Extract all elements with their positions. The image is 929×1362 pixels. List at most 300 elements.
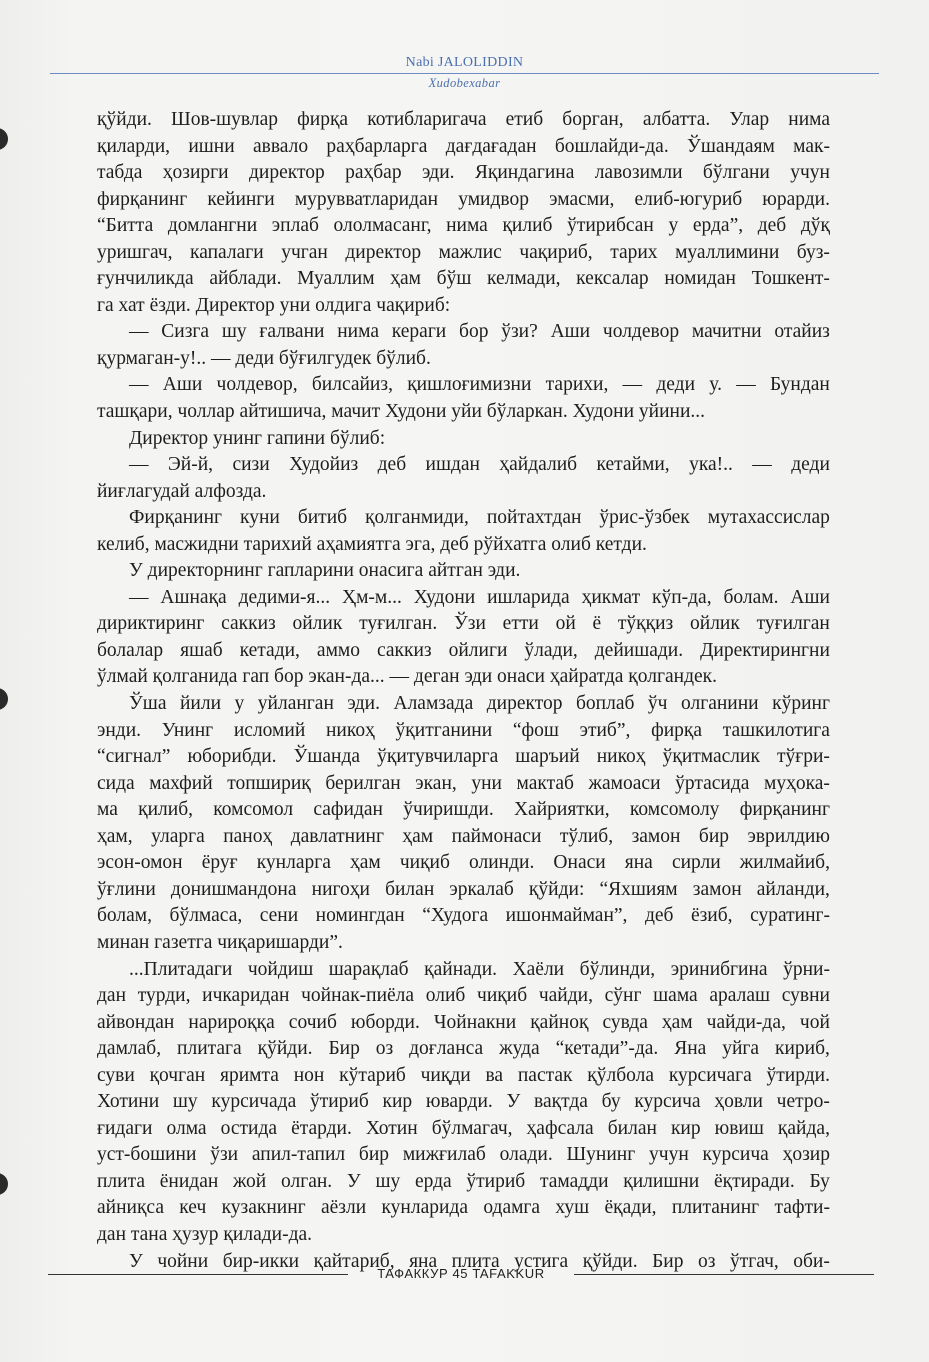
word: ой xyxy=(555,613,576,635)
word: саккиз xyxy=(377,639,432,661)
word: ойлик xyxy=(292,613,343,635)
text-line xyxy=(97,1222,830,1249)
word: — xyxy=(752,454,772,476)
word: чой xyxy=(799,1011,830,1033)
word: ёқади, xyxy=(604,1197,657,1219)
word: Чойнакни xyxy=(433,1011,517,1033)
word: аввало xyxy=(252,135,309,157)
word: Фирқанинг xyxy=(129,507,223,529)
word: нима xyxy=(337,321,379,343)
word: Ашнақа xyxy=(160,586,227,608)
word: исломий xyxy=(233,719,306,741)
footer xyxy=(48,1264,874,1284)
word: Бундан xyxy=(769,374,830,396)
word: Аши xyxy=(550,321,591,343)
word: у xyxy=(668,215,679,237)
word: уларга xyxy=(151,825,205,847)
word: ёқтиради. xyxy=(713,1170,795,1192)
text-line xyxy=(97,134,830,161)
word: ҳам xyxy=(390,268,421,290)
text-line xyxy=(97,240,830,267)
word: устига xyxy=(514,1250,569,1272)
word: табда xyxy=(97,162,143,184)
word: бир xyxy=(358,1144,390,1166)
word: нима xyxy=(446,215,488,237)
text-line xyxy=(97,372,830,399)
text-line xyxy=(97,638,830,665)
word: ёруғ xyxy=(201,852,238,874)
word: чайди-да, xyxy=(706,1011,786,1033)
word: мак- xyxy=(793,135,830,157)
word: у. xyxy=(709,374,722,396)
text-line xyxy=(97,1036,830,1063)
word: Онаси xyxy=(553,852,606,874)
word: тўлиб, xyxy=(559,825,614,847)
word: дамлаб, xyxy=(97,1038,162,1060)
word: олган. xyxy=(280,1170,333,1192)
word: чолдевор, xyxy=(216,374,298,396)
text-line xyxy=(97,1010,830,1037)
word: хуш xyxy=(555,1197,590,1219)
word: Хотин xyxy=(365,1117,418,1139)
word: қўйди: xyxy=(528,878,585,900)
text-line xyxy=(97,426,830,453)
word: турди, xyxy=(137,985,191,1007)
word: деб xyxy=(757,215,787,237)
word: дўқ xyxy=(800,215,830,237)
word: Худони xyxy=(413,586,476,608)
word: Ўшандаям xyxy=(687,135,775,157)
word: Хайриятки, xyxy=(513,799,610,821)
word: жамоаси xyxy=(588,772,661,794)
word: паймонаси xyxy=(451,825,542,847)
word: номингдан xyxy=(315,905,405,927)
text-line xyxy=(97,691,830,718)
word: ўқитганини xyxy=(395,719,493,741)
word: Бир xyxy=(652,1250,684,1272)
word: остида xyxy=(220,1117,278,1139)
word: олиб xyxy=(425,985,466,1007)
word: у xyxy=(234,693,245,715)
word: учган xyxy=(281,241,328,263)
word: бир xyxy=(698,825,730,847)
word: ичкаридан xyxy=(202,985,290,1007)
word: ўқитмаслик xyxy=(662,746,760,768)
word: ташкилотига xyxy=(722,719,830,741)
word: билан xyxy=(385,878,435,900)
word: курсича xyxy=(634,1091,701,1113)
word: шарақлаб xyxy=(328,958,409,980)
word: ўқитувчиларга xyxy=(377,746,499,768)
word: чойнак-пиёла xyxy=(301,985,415,1007)
text-line xyxy=(97,850,830,877)
word: тўғри- xyxy=(776,746,830,768)
word: давлатнинг xyxy=(290,825,384,847)
text-line xyxy=(97,744,830,771)
word: куни xyxy=(240,507,280,529)
word: — xyxy=(129,374,149,396)
text-line xyxy=(97,1063,830,1090)
word: ҳам xyxy=(402,825,434,847)
word: сизи xyxy=(232,454,270,476)
word: “сигнал” xyxy=(97,746,171,768)
word: ё xyxy=(592,613,602,635)
word: юрарди. xyxy=(762,188,830,210)
word: кеч xyxy=(179,1197,207,1219)
header-author: Nabi JALOLIDDIN xyxy=(405,55,524,70)
word: фирқа xyxy=(297,109,349,130)
word: эди. xyxy=(347,693,380,715)
text-line-content: йиғлагудай алфозда. xyxy=(97,480,267,502)
word: — xyxy=(129,586,149,608)
word: сувни xyxy=(781,985,830,1007)
word: қўйди. xyxy=(97,109,152,130)
word: кейинги xyxy=(207,188,275,210)
word: энди. xyxy=(97,719,142,741)
word: уни xyxy=(471,772,502,794)
word: капалаги xyxy=(190,241,264,263)
word: апил-тапил xyxy=(251,1144,346,1166)
word: ғунчиликда xyxy=(97,268,194,290)
word: учун xyxy=(790,162,830,184)
word: қиларди, xyxy=(97,135,171,157)
text-line xyxy=(97,611,830,638)
word: Бир xyxy=(328,1038,360,1060)
word: етиб xyxy=(505,109,544,130)
word: никоҳ xyxy=(596,746,646,768)
word: эди. xyxy=(421,162,455,184)
word: айланди, xyxy=(756,878,830,900)
word: доғланса xyxy=(409,1038,484,1060)
word: бошлайди-да. xyxy=(554,135,669,157)
word: албатта. xyxy=(642,109,711,130)
word: муаллимини xyxy=(675,241,780,263)
word: Хаёли xyxy=(512,958,565,980)
word: Аламзада xyxy=(393,693,474,715)
word: тарихи, xyxy=(545,374,609,396)
word: саккиз xyxy=(221,613,276,635)
word: туғилган xyxy=(756,613,830,635)
word: махфий xyxy=(149,772,213,794)
word: чиқди xyxy=(420,1064,471,1086)
word: номидан xyxy=(664,268,736,290)
text-line xyxy=(97,824,830,851)
header-story-title: Xudobexabar xyxy=(428,76,501,90)
word: “Яхшиям xyxy=(599,878,678,900)
word: кунларга xyxy=(256,852,331,874)
word: дейишади. xyxy=(594,639,684,661)
word: олганини xyxy=(680,693,759,715)
word: бўш xyxy=(436,268,472,290)
text-line xyxy=(97,107,830,134)
word: ва xyxy=(485,1064,504,1086)
word: шу xyxy=(375,1170,401,1192)
word: ҳозир xyxy=(782,1144,830,1166)
word: лавозимли xyxy=(594,162,683,184)
word: чайди, xyxy=(538,985,593,1007)
text-line-content: қурмаган-у!.. — деди бўғилгудек бўлиб. xyxy=(97,347,431,369)
word: кўринг xyxy=(772,693,830,715)
word: бўлмагач, xyxy=(431,1117,513,1139)
word: мактаб xyxy=(516,772,574,794)
text-line xyxy=(97,160,830,187)
word: эсон-омон xyxy=(97,852,183,874)
word: уст-бошини xyxy=(97,1144,197,1166)
word: сувда xyxy=(602,1011,648,1033)
word: раҳбар xyxy=(345,162,402,184)
word: буз- xyxy=(796,241,830,263)
text-line xyxy=(97,930,830,957)
word: кўтариб xyxy=(339,1064,406,1086)
word: ерда xyxy=(414,1170,452,1192)
word: ўч xyxy=(647,693,668,715)
word: деб xyxy=(377,454,407,476)
word: раҳбарларга xyxy=(326,135,428,157)
word: борган, xyxy=(562,109,624,130)
word: Бу xyxy=(809,1170,830,1192)
word: тамадди xyxy=(539,1170,609,1192)
word: нарироққа xyxy=(188,1011,275,1033)
word: жуда xyxy=(499,1038,540,1060)
text-line xyxy=(97,266,830,293)
word: — xyxy=(129,321,149,343)
word: сўнг xyxy=(604,985,642,1007)
word: Директирингни xyxy=(700,639,830,661)
word: билан xyxy=(607,1117,657,1139)
text-line-content: У директорнинг гапларини онасига айтган эди. xyxy=(129,560,521,582)
word: деди xyxy=(656,374,696,396)
word: тафти- xyxy=(774,1197,830,1219)
word: қишлоғимизни xyxy=(407,374,532,396)
word: ҳовли xyxy=(714,1091,763,1113)
word: Ўшанда xyxy=(293,746,361,768)
word: ишни xyxy=(188,135,235,157)
word: шу xyxy=(221,321,247,343)
word: У xyxy=(346,1170,361,1192)
text-line-content: дан тана ҳузур қилади-да. xyxy=(97,1223,313,1245)
word: уйга xyxy=(722,1038,760,1060)
word: сочиб xyxy=(288,1011,337,1033)
word: “кетади”-да. xyxy=(555,1038,659,1060)
word: ...Плитадаги xyxy=(129,958,233,980)
word: фирқанинг xyxy=(739,799,830,821)
word: ҳикмат xyxy=(581,586,641,608)
word: плитага xyxy=(177,1038,242,1060)
text-line-content: га хат ёзди. Директор уни олдига чақириб: xyxy=(97,294,451,316)
word: Шунинг xyxy=(566,1144,636,1166)
word: қочган xyxy=(149,1064,206,1086)
word: юварди. xyxy=(425,1091,493,1113)
word: аёзли xyxy=(320,1197,367,1219)
word: чойдиш xyxy=(247,958,314,980)
word: замон xyxy=(631,825,681,847)
word: юборди. xyxy=(350,1011,420,1033)
word: кераги xyxy=(391,321,447,343)
word: дағдағадан xyxy=(445,135,537,157)
word: келмади, xyxy=(487,268,561,290)
word: умидвор xyxy=(458,188,529,210)
text-line xyxy=(97,346,830,373)
word: кетади, xyxy=(239,639,300,661)
word: болам. xyxy=(723,586,779,608)
word: Яқиндагина xyxy=(474,162,575,184)
word: қайтариб, xyxy=(313,1250,395,1272)
word: ётарди. xyxy=(291,1117,352,1139)
word: кириб, xyxy=(775,1038,830,1060)
word: тарих xyxy=(610,241,658,263)
word: дириктиринг xyxy=(97,613,205,635)
text-line xyxy=(97,505,830,532)
word: никоҳ xyxy=(325,719,375,741)
word: сида xyxy=(97,772,135,794)
word: дан xyxy=(97,985,127,1007)
word: бор xyxy=(459,321,489,343)
word: ўрис-ўзбек xyxy=(599,507,690,529)
word: ишларида xyxy=(487,586,570,608)
word: елиб-югуриб xyxy=(634,188,743,210)
word: отайиз xyxy=(774,321,830,343)
text-line xyxy=(97,957,830,984)
word: туғилган. xyxy=(359,613,438,635)
body-text xyxy=(97,107,830,1275)
word: вақтда xyxy=(534,1091,588,1113)
word: болалар xyxy=(97,639,164,661)
word: ўғлини xyxy=(97,878,156,900)
word: жилмайиб, xyxy=(739,852,830,874)
word: Муаллим xyxy=(297,268,375,290)
word: яна xyxy=(409,1250,438,1272)
header-rule xyxy=(50,73,879,74)
word: сени xyxy=(259,905,299,927)
word: паноҳ xyxy=(223,825,273,847)
word: Аши xyxy=(162,374,203,396)
word: ўлади, xyxy=(524,639,578,661)
word: Сизга xyxy=(161,321,210,343)
word: ололмасанг, xyxy=(333,215,432,237)
word: Ўзи xyxy=(453,613,486,635)
punch-hole xyxy=(0,128,8,150)
word: ҳам xyxy=(661,1011,693,1033)
word: айвондан xyxy=(97,1011,175,1033)
word: бўлмаса, xyxy=(169,905,243,927)
text-line xyxy=(97,319,830,346)
word: олади. xyxy=(499,1144,553,1166)
text-line-content: минан газетга чиқаришарди”. xyxy=(97,931,343,953)
word: экан, xyxy=(415,772,457,794)
word: олма xyxy=(166,1117,207,1139)
word: Ҳм-м... xyxy=(342,586,402,608)
word: мутахассислар xyxy=(707,507,830,529)
word: Худойиз xyxy=(289,454,359,476)
word: қайнади. xyxy=(424,958,498,980)
word: қолганмиди, xyxy=(365,507,469,529)
word: бўлинди, xyxy=(579,958,656,980)
text-line-content: келиб, масжидни тарихий аҳамиятга эга, деб рўйхатга олиб кетди. xyxy=(97,533,647,555)
footer-rule-right xyxy=(574,1274,874,1275)
word: яна xyxy=(624,852,653,874)
word: комсомол xyxy=(213,799,294,821)
word: ишонмайман”, xyxy=(505,905,628,927)
word: ерда”, xyxy=(692,215,744,237)
word: директор xyxy=(248,162,325,184)
word: У xyxy=(506,1091,521,1113)
word: тўққиз xyxy=(617,613,674,635)
punch-hole xyxy=(0,688,8,710)
text-line xyxy=(97,1142,830,1169)
word: шаръий xyxy=(515,746,580,768)
word: жой xyxy=(233,1170,267,1192)
word: чолдевор xyxy=(602,321,680,343)
word: ўртасида xyxy=(675,772,750,794)
word: курсича xyxy=(702,1144,769,1166)
word: шама xyxy=(653,985,698,1007)
word: қайда, xyxy=(777,1117,830,1139)
word: чойни xyxy=(157,1250,209,1272)
word: бу xyxy=(601,1091,621,1113)
text-line-content: ташқари, чоллар айтишича, мачит Худони уйи бўларкан. Худони уйини... xyxy=(97,401,706,423)
word: нон xyxy=(293,1064,325,1086)
word: мажлис xyxy=(438,241,502,263)
text-line xyxy=(97,1169,830,1196)
word: ўтирибсан xyxy=(567,215,654,237)
word: бир-икки xyxy=(222,1250,300,1272)
word: битиб xyxy=(297,507,348,529)
text-line xyxy=(97,1116,830,1143)
word: кексалар xyxy=(576,268,649,290)
word: У xyxy=(129,1250,143,1272)
word: директор xyxy=(486,693,563,715)
word: ойлик xyxy=(690,613,740,635)
text-line xyxy=(97,771,830,798)
word: ҳафсала xyxy=(526,1117,594,1139)
word: этиб”, xyxy=(579,719,631,741)
word: ҳам xyxy=(349,852,381,874)
word: яшаб xyxy=(180,639,223,661)
word: учун xyxy=(649,1144,689,1166)
text-line xyxy=(97,983,830,1010)
word: ёнидан xyxy=(159,1170,219,1192)
word: кир xyxy=(382,1091,413,1113)
word: қайноқ xyxy=(530,1011,589,1033)
word: — xyxy=(736,374,756,396)
word: комсомолу xyxy=(629,799,720,821)
word: бўлгани xyxy=(702,162,770,184)
word: — xyxy=(129,454,149,476)
word: плитанинг xyxy=(671,1197,760,1219)
word: ўтгач, xyxy=(729,1250,779,1272)
punch-hole xyxy=(0,1173,8,1195)
word: оби- xyxy=(793,1250,830,1272)
word: донишмандона xyxy=(170,878,297,900)
word: “фош xyxy=(512,719,559,741)
word: Шов-шувлар xyxy=(171,109,279,130)
word: Улар xyxy=(729,109,770,130)
word: эврилдию xyxy=(747,825,830,847)
text-line xyxy=(97,532,830,559)
word: пойтахтдан xyxy=(486,507,582,529)
text-line xyxy=(97,877,830,904)
word: кетайми, xyxy=(596,454,670,476)
word: Ўша xyxy=(129,693,167,715)
word: оз xyxy=(697,1250,716,1272)
word: яримта xyxy=(219,1064,279,1086)
word: ишдан xyxy=(425,454,480,476)
word: ўчиришди. xyxy=(403,799,494,821)
word: ўтириб xyxy=(466,1170,526,1192)
text-line xyxy=(97,293,830,320)
word: сафидан xyxy=(313,799,383,821)
text-line xyxy=(97,797,830,824)
